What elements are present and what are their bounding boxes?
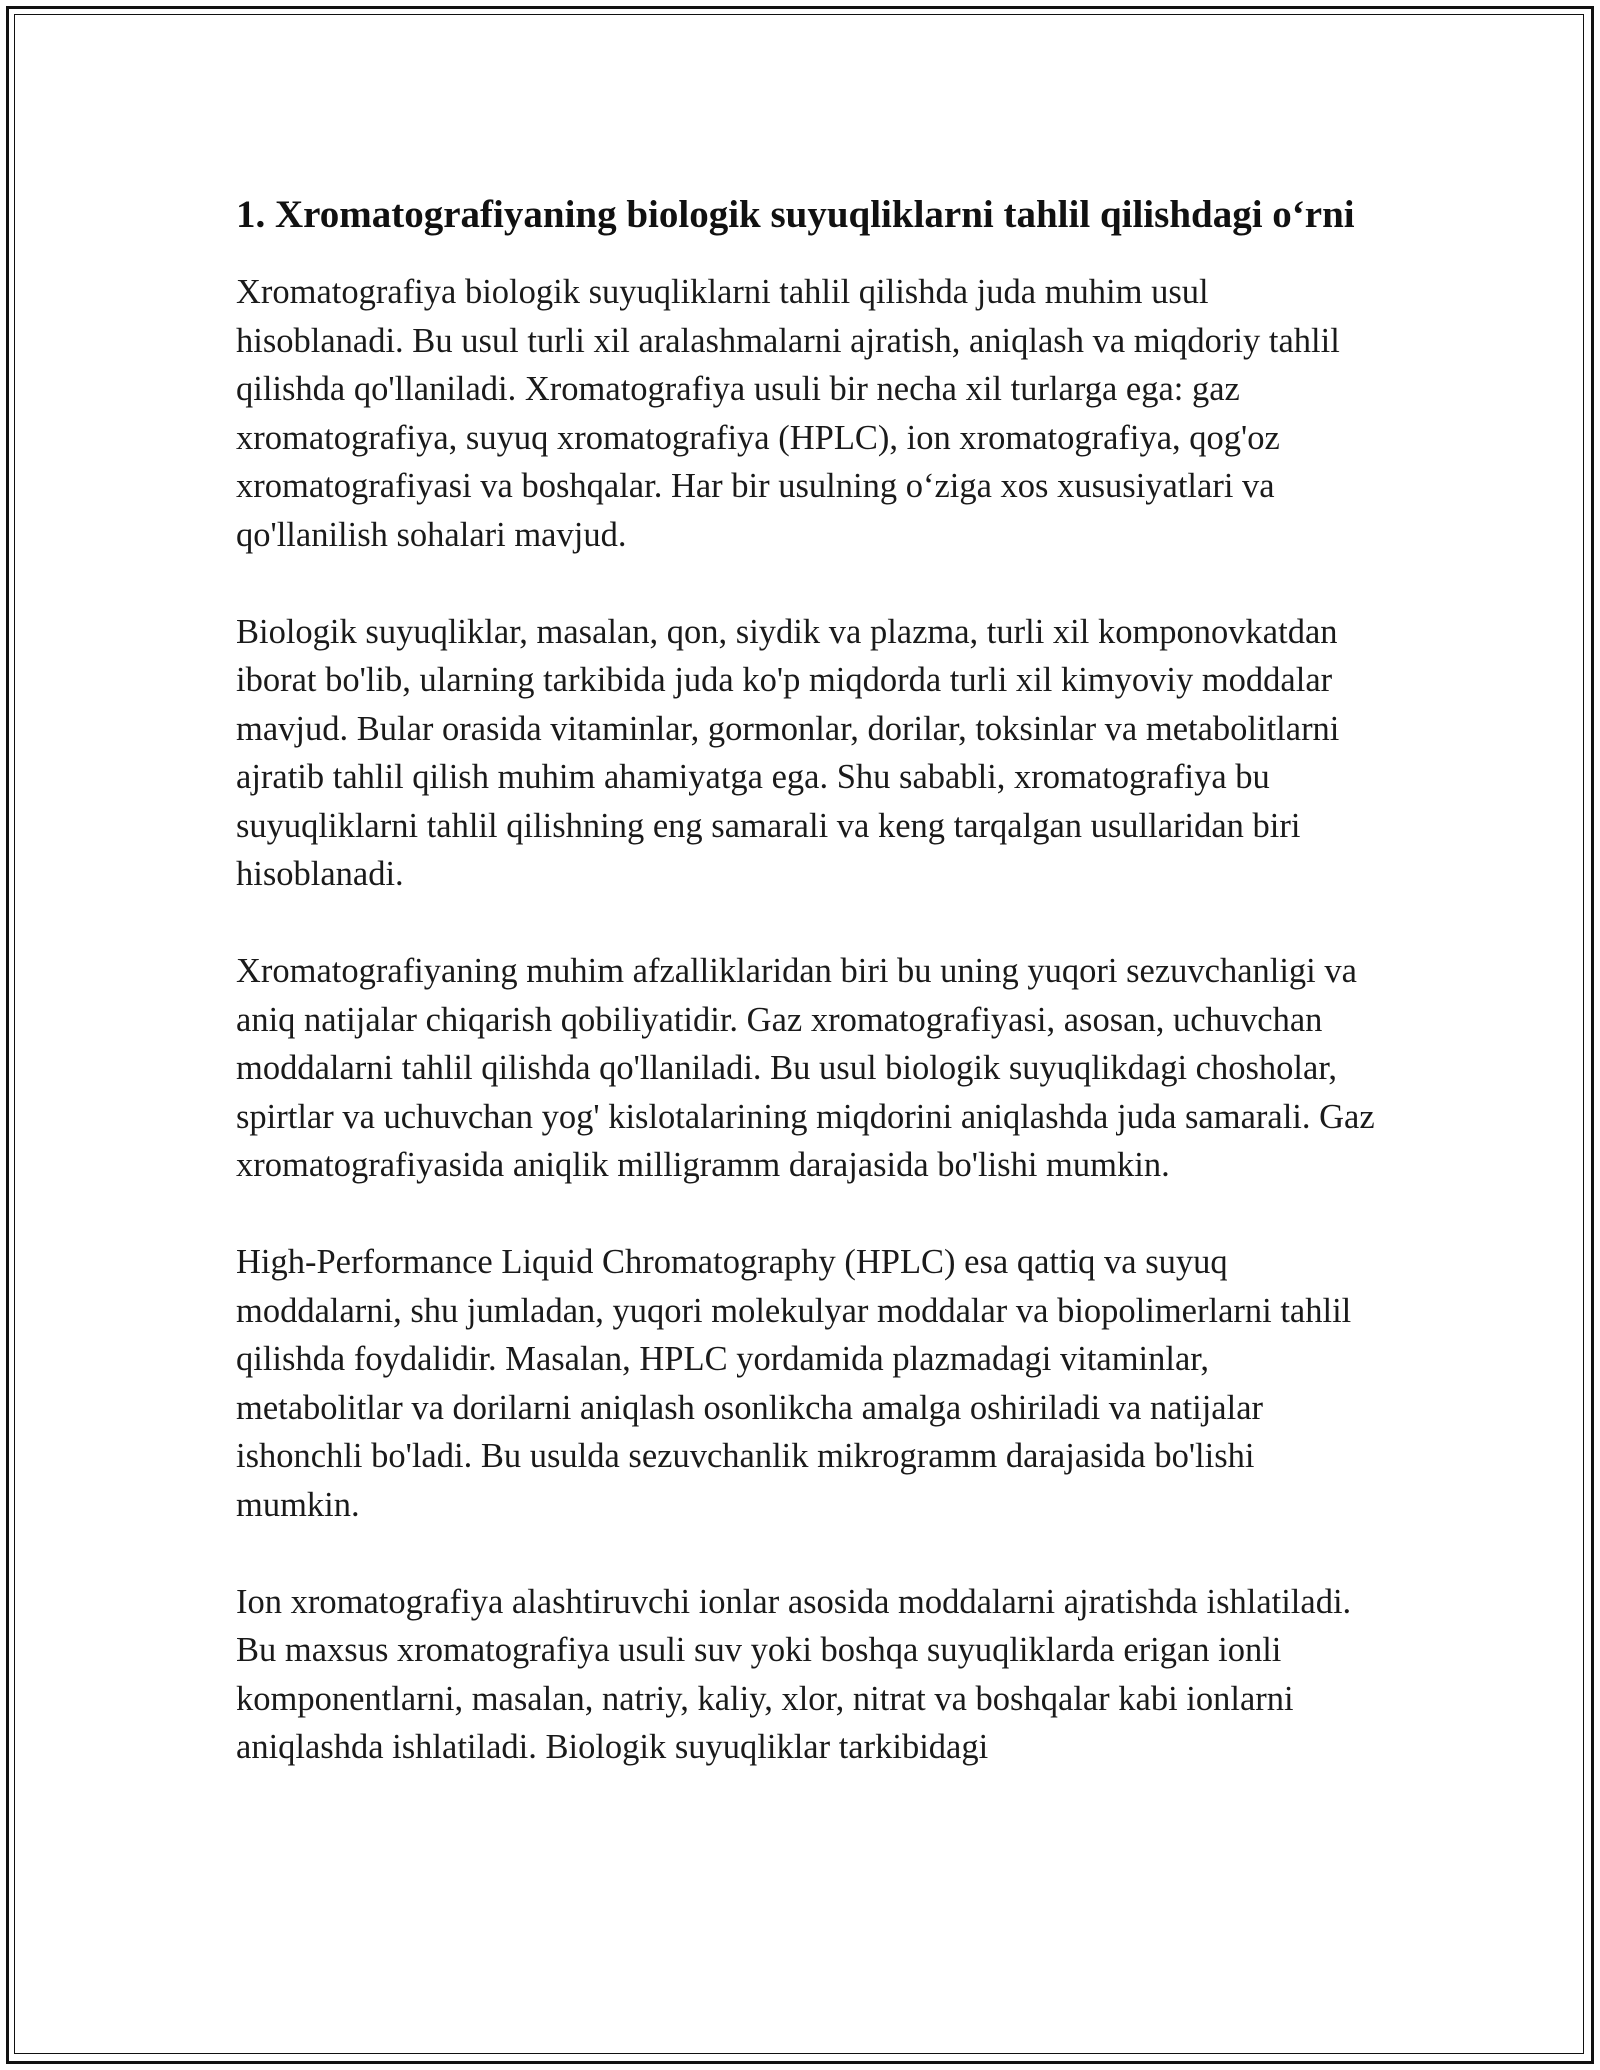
paragraph-1: Xromatografiya biologik suyuqliklarni tahlil qilishda juda muhim usul hisoblanadi. Bu usul turli xil aralashmalarni ajratish, aniqlash va miqdoriy tahlil qilishda qo'llaniladi. Xromatografiya usuli bir necha xil turlarga ega: gaz xromatografiya, suyuq xromatografiya (HPLC), ion xromatografiya, qog'oz xromatografiyasi va boshqalar. Har bir usulning o‘ziga xos xususiyatlari va qo'llanilish sohalari mavjud. (236, 273, 1340, 554)
paragraph-5: Ion xromatografiya alashtiruvchi ionlar asosida moddalarni ajratishda ishlatiladi. Bu maxsus xromatografiya usuli suv yoki boshqa suyuqliklarda erigan ionli komponentlarni, masalan, natriy, kaliy, xlor, nitrat va boshqalar kabi ionlarni aniqlashda ishlatiladi. Biologik suyuqliklar tarkibidagi (236, 1582, 1352, 1766)
paragraph-2: Biologik suyuqliklar, masalan, qon, siydik va plazma, turli xil komponovkatdan iborat bo'lib, ularning tarkibida juda ko'p miqdorda turli xil kimyoviy moddalar mavjud. Bular orasida vitaminlar, gormonlar, dorilar, toksinlar va metabolitlarni ajratib tahlil qilish muhim ahamiyatga ega. Shu sababli, xromatografiya bu suyuqliklarni tahlil qilishning eng samarali va keng tarqalgan usullaridan biri hisoblanadi. (236, 612, 1340, 893)
document-body (236, 188, 1376, 1820)
section-heading: 1. Xromatografiyaning biologik suyuqliklarni tahlil qilishdagi o‘rni (236, 193, 1355, 236)
paragraph-4: High-Performance Liquid Chromatography (HPLC) esa qattiq va suyuq moddalarni, shu jumladan, yuqori molekulyar moddalar va biopolimerlarni tahlil qilishda foydalidir. Masalan, HPLC yordamida plazmadagi vitaminlar, metabolitlar va dorilarni aniqlash osonlikcha amalga oshiriladi va natijalar ishonchli bo'ladi. Bu usulda sezuvchanlik mikrogramm darajasida bo'lishi mumkin. (236, 1243, 1352, 1524)
paragraph-3: Xromatografiyaning muhim afzalliklaridan biri bu uning yuqori sezuvchanligi va aniq natijalar chiqarish qobiliyatidir. Gaz xromatografiyasi, asosan, uchuvchan moddalarni tahlil qilishda qo'llaniladi. Bu usul biologik suyuqlikdagi chosholar, spirtlar va uchuvchan yog' kislotalarining miqdorini aniqlashda juda samarali. Gaz xromatografiyasida aniqlik milligramm darajasida bo'lishi mumkin. (236, 952, 1375, 1184)
